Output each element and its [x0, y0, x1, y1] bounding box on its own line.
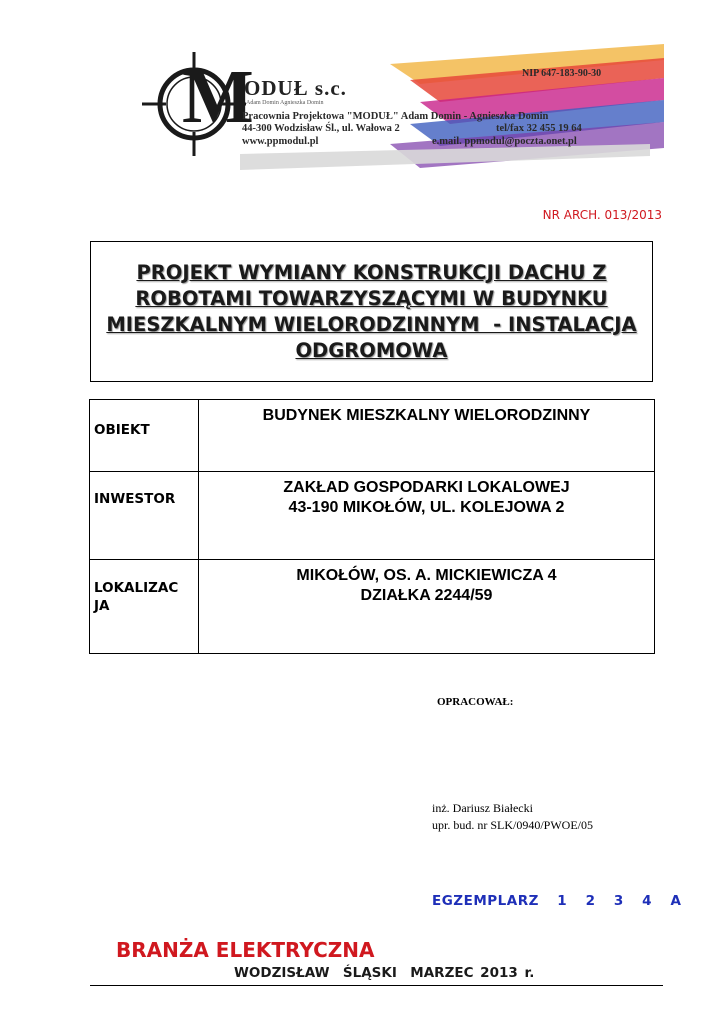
title-line: ROBOTAMI TOWARZYSZĄCYMI W BUDYNKU	[135, 286, 608, 310]
project-title	[102, 260, 642, 364]
object-value: BUDYNEK MIESZKALNY WIELORODZINNY	[199, 400, 655, 472]
table-row-investor	[90, 472, 655, 560]
location-value	[199, 560, 655, 654]
project-title-box	[90, 241, 653, 382]
object-label: OBIEKT	[90, 400, 199, 472]
table-row-object	[90, 400, 655, 472]
investor-label: INWESTOR	[90, 472, 199, 560]
title-line: PROJEKT WYMIANY KONSTRUKCJI DACHU Z	[136, 260, 607, 284]
table-row-location	[90, 560, 655, 654]
footer-divider	[90, 985, 663, 986]
location-label	[90, 560, 199, 654]
title-line: MIESZKALNYM WIELORODZINNYM - INSTALACJA	[106, 312, 637, 336]
logo-subtitle: Adam Domin Agnieszka Domin	[246, 100, 324, 106]
logo-letter: M	[182, 55, 254, 139]
location-label-line: JA	[94, 598, 110, 614]
studio-phone: tel/fax 32 455 19 64	[496, 123, 582, 134]
project-info-table	[89, 399, 655, 654]
location-plot: DZIAŁKA 2244/59	[360, 587, 493, 604]
prepared-by-label: OPRACOWAŁ:	[437, 696, 514, 708]
nip-number: NIP 647-183-90-30	[522, 68, 602, 79]
studio-address: 44-300 Wodzisław Śl., ul. Wałowa 2	[242, 123, 400, 134]
branch-title: BRANŻA ELEKTRYCZNA	[116, 938, 375, 962]
archive-number: NR ARCH. 013/2013	[542, 208, 662, 222]
author-name: inż. Dariusz Białecki	[432, 801, 533, 815]
investor-name: ZAKŁAD GOSPODARKI LOKALOWEJ	[283, 479, 570, 496]
studio-website[interactable]: www.ppmodul.pl	[242, 136, 319, 147]
title-line: ODGROMOWA	[295, 338, 448, 362]
company-name: ODUŁ s.c.	[244, 76, 347, 100]
author-license: upr. bud. nr SLK/0940/PWOE/05	[432, 818, 593, 832]
location-label-line: LOKALIZAC	[94, 580, 179, 596]
studio-email[interactable]: e.mail. ppmodul@poczta.onet.pl	[432, 136, 577, 147]
company-letterhead	[90, 44, 664, 176]
copies-line: EGZEMPLARZ 1 2 3 4 A	[432, 893, 682, 909]
studio-name: Pracownia Projektowa "MODUŁ" Adam Domin - Agnieszka Domin	[242, 111, 549, 122]
investor-address: 43-190 MIKOŁÓW, UL. KOLEJOWA 2	[288, 499, 565, 516]
city-date: WODZISŁAW ŚLĄSKI MARZEC 2013 r.	[234, 965, 535, 981]
investor-value	[199, 472, 655, 560]
location-address: MIKOŁÓW, OS. A. MICKIEWICZA 4	[296, 567, 557, 584]
